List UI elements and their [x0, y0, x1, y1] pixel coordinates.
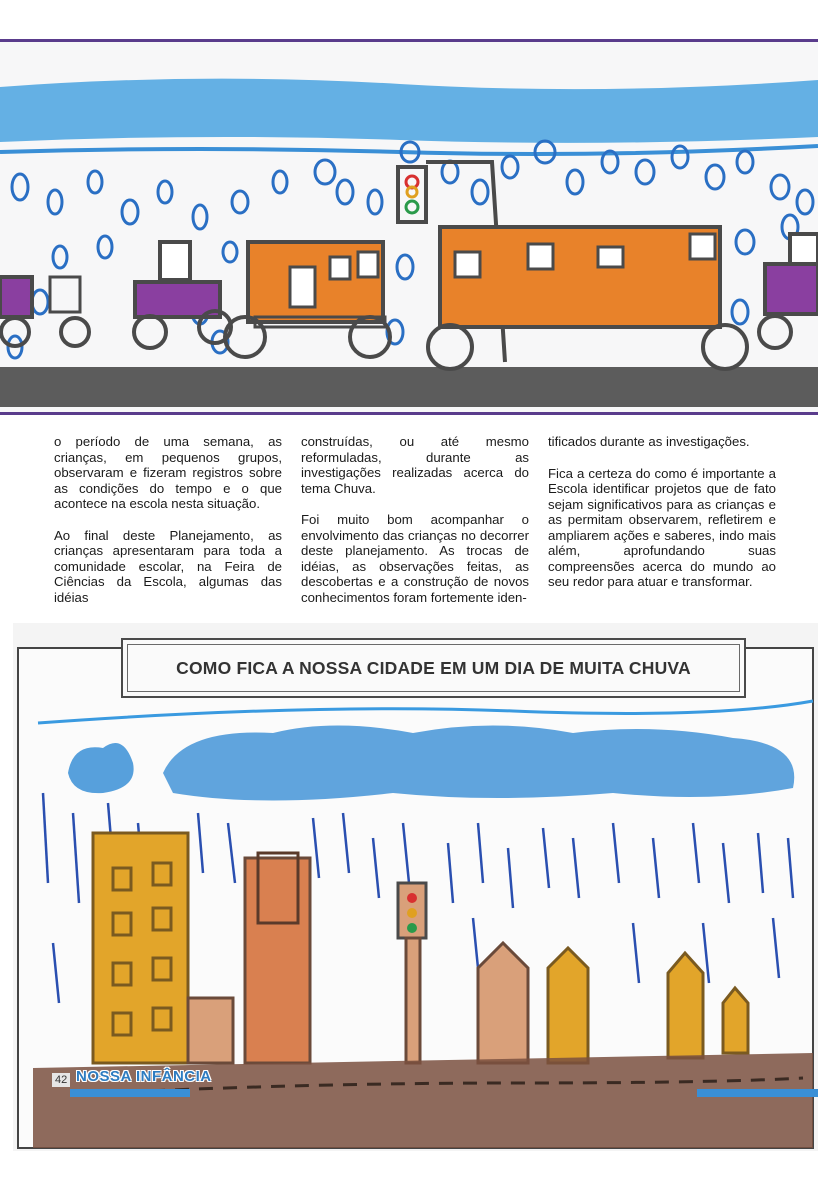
article-column-2 [301, 434, 529, 621]
footer-bar-left [70, 1089, 190, 1097]
paragraph: Ao final deste Planejamento, as crianças apresentaram para toda a comunidade escolar, na Feira de Ciências da Escola, algumas das idéias [54, 527, 282, 605]
paragraph: tificados durante as investigações. [548, 434, 750, 449]
article-column-1 [54, 434, 282, 621]
article-body [0, 434, 818, 614]
page-number: 42 [52, 1073, 70, 1087]
magazine-name: NOSSA INFÂNCIA [76, 1068, 212, 1085]
paragraph: Fica a certeza do como é importante a Escola identificar projetos que de fato sejam significativos para as crianças e as permitam observarem, refletirem e ampliarem ações e saberes, indo mais além, aprofundando suas compreensões acerca do mundo ao seu redor para atuar e transformar. [548, 465, 776, 589]
children-drawing-rainy-street [0, 42, 818, 412]
page-footer [0, 1068, 818, 1108]
paragraph: o período de uma semana, as crianças, em pequenos grupos, observaram e fizeram registros sobre as condições do tempo e o que acontece na escola nesta situação. [54, 434, 282, 511]
paragraph: Foi muito bom acompanhar o envolvimento das crianças no decorrer deste planejamento. As trocas de idéias, as observações feitas, as descobertas e a construção de novos conhecimentos foram fortemente iden- [301, 512, 529, 605]
drawing-bottom-divider [0, 412, 818, 415]
paragraph: construídas, ou até mesmo reformuladas, durante as investigações realizadas acerca do tema Chuva. [301, 434, 529, 496]
article-column-3 [548, 434, 776, 606]
footer-bar-right [697, 1089, 818, 1097]
drawing-title-box [121, 638, 746, 698]
drawing-title: COMO FICA A NOSSA CIDADE EM UM DIA DE MUITA CHUVA [176, 658, 691, 678]
